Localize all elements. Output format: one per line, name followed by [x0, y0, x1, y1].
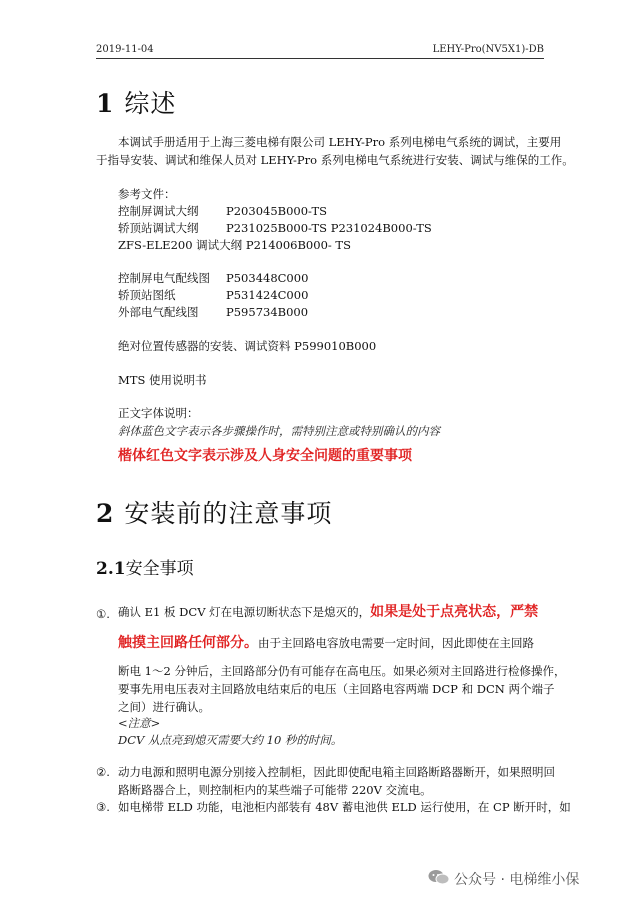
ref-code: P203045B000-TS [226, 204, 328, 218]
list-item-marker: ③. [96, 800, 110, 814]
item-warning-text: 触摸主回路任何部分。 [118, 635, 258, 651]
list-item-line: 断电 1～2 分钟后，主回路部分仍有可能存在高电压。如果必须对主回路进行检修操作， [118, 664, 566, 678]
section-2-number: 2 [96, 499, 115, 528]
subsection-title: 安全事项 [125, 559, 194, 579]
item-plain-text: 由于主回路电容放电需要一定时间，因此即使在主回路 [258, 636, 534, 650]
ref-code: P231025B000-TS P231024B000-TS [226, 221, 432, 235]
ref-name: ZFS-ELE200 调试大纲 [118, 238, 243, 252]
list-item-line: 如电梯带 ELD 功能，电池柜内部装有 48V 蓄电池供 ELD 运行使用，在 CP 断开时，如 [118, 800, 571, 814]
list-item-line: 要事先用电压表对主回路放电结束后的电压（主回路电容两端 DCP 和 DCN 两个端子 [118, 682, 555, 696]
section-2-heading [96, 494, 332, 530]
item-warning-text: 如果是处于点亮状态，严禁 [370, 604, 539, 620]
ref-row [118, 237, 351, 255]
ref-row [118, 270, 308, 288]
section-1-title: 综述 [124, 89, 177, 118]
ref-name: 控制屏调试大纲 [118, 204, 199, 218]
font-note-italic: 斜体蓝色文字表示各步骤操作时，需特别注意或特别确认的内容 [118, 424, 440, 438]
header-date: 2019-11-04 [96, 44, 154, 55]
header-rule [96, 58, 544, 59]
font-note-title: 正文字体说明： [118, 406, 199, 420]
list-item-line: 路断路器合上，则控制柜内的某些端子可能带 220V 交流电。 [118, 783, 432, 797]
subsection-number: 2.1 [96, 559, 126, 579]
wechat-icon [428, 869, 450, 885]
refs-title: 参考文件： [118, 187, 176, 201]
ref-code: P503448C000 [226, 271, 309, 285]
ref-row [118, 220, 432, 238]
list-item-marker: ①. [96, 607, 110, 621]
note-label: <注意> [118, 716, 161, 730]
watermark-text: 公众号 · 电梯维小保 [454, 872, 580, 888]
ref-name: 外部电气配线图 [118, 305, 199, 319]
section-2-title: 安装前的注意事项 [124, 499, 333, 528]
list-item-line: 动力电源和照明电源分别接入控制柜，因此即使配电箱主回路断路器断开，如果照明回 [118, 765, 555, 779]
ref-code: P531424C000 [226, 288, 309, 302]
ref-name: 轿顶站调试大纲 [118, 221, 199, 235]
list-item-line [118, 603, 538, 621]
intro-line-1: 本调试手册适用于上海三菱电梯有限公司 LEHY-Pro 系列电梯电气系统的调试，主要用 [118, 135, 562, 149]
ref-row [118, 287, 308, 305]
header-doc-id: LEHY-Pro(NV5X1)-DB [432, 44, 544, 55]
intro-line-2: 于指导安装、调试和维保人员对 LEHY-Pro 系列电梯电气系统进行安装、调试与维保的工作。 [96, 153, 574, 167]
section-1-number: 1 [96, 89, 115, 118]
font-note-red: 楷体红色文字表示涉及人身安全问题的重要事项 [118, 448, 412, 464]
ref-sensor: 绝对位置传感器的安装、调试资料 P599010B000 [118, 339, 377, 353]
ref-name: 控制屏电气配线图 [118, 271, 210, 285]
ref-mts: MTS 使用说明书 [118, 373, 207, 387]
ref-row [118, 203, 327, 221]
list-item-line [118, 634, 534, 652]
ref-name: 轿顶站图纸 [118, 288, 176, 302]
item-plain-text: 确认 E1 板 DCV 灯在电源切断状态下是熄灭的， [118, 605, 371, 619]
section-1-heading [96, 84, 176, 120]
ref-code: P595734B000 [226, 305, 309, 319]
note-text: DCV 从点亮到熄灭需要大约 10 秒的时间。 [118, 733, 343, 747]
ref-row [118, 304, 308, 322]
ref-code: P214006B000- TS [245, 238, 351, 252]
subsection-2-1-heading [96, 554, 194, 579]
list-item-line: 之间）进行确认。 [118, 700, 210, 714]
list-item-marker: ②. [96, 765, 110, 779]
